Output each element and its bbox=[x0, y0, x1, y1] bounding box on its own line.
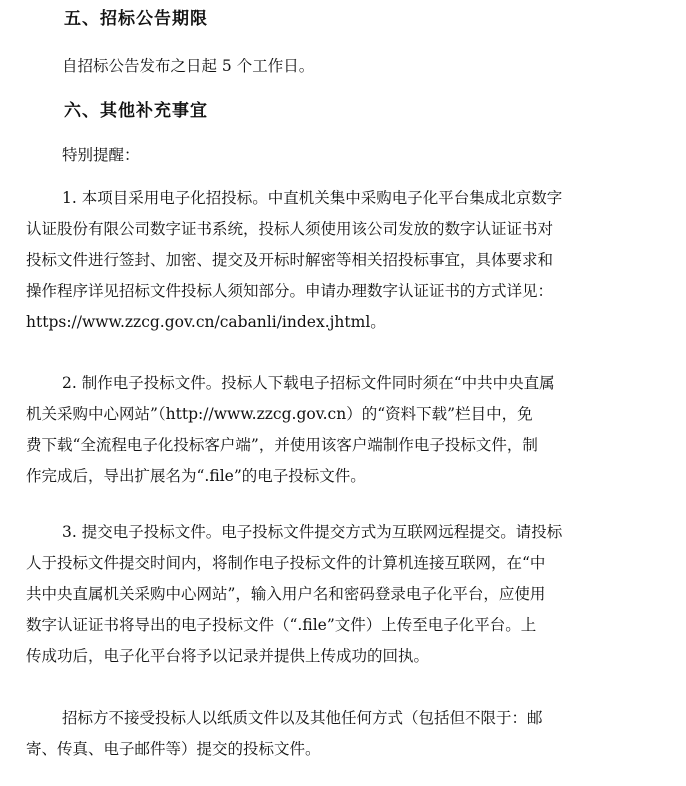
closing-line: 寄、传真、电子邮件等）提交的投标文件。 bbox=[26, 740, 321, 758]
section-5-text: 自招标公告发布之日起 5 个工作日。 bbox=[62, 57, 315, 75]
item-1-paragraph bbox=[26, 183, 670, 338]
item-2-line: 2. 制作电子投标文件。投标人下载电子招标文件同时须在“中共中央直属 bbox=[62, 374, 555, 392]
closing-paragraph bbox=[26, 703, 670, 765]
section-6-heading: 六、其他补充事宜 bbox=[64, 101, 208, 121]
item-3-paragraph bbox=[26, 517, 670, 672]
item-3-line: 共中央直属机关采购中心网站”，输入用户名和密码登录电子化平台，应使用 bbox=[26, 585, 546, 603]
item-1-line: https://www.zzcg.gov.cn/cabanli/index.jhtml。 bbox=[26, 313, 386, 331]
item-2-paragraph bbox=[26, 368, 670, 492]
item-3-line: 3. 提交电子投标文件。电子投标文件提交方式为互联网远程提交。请投标 bbox=[62, 523, 563, 541]
item-2-line: 机关采购中心网站”（http://www.zzcg.gov.cn）的“资料下载”栏目中，免 bbox=[26, 405, 533, 423]
item-3-line: 数字认证证书将导出的电子投标文件（“.file”文件）上传至电子化平台。上 bbox=[26, 616, 537, 634]
item-1-line: 投标文件进行签封、加密、提交及开标时解密等相关招投标事宜，具体要求和 bbox=[26, 251, 554, 269]
item-3-line: 传成功后，电子化平台将予以记录并提供上传成功的回执。 bbox=[26, 647, 430, 665]
item-3-line: 人于投标文件提交时间内，将制作电子投标文件的计算机连接互联网，在“中 bbox=[26, 554, 546, 572]
special-reminder-label: 特别提醒： bbox=[62, 146, 140, 164]
item-1-line: 认证股份有限公司数字证书系统，投标人须使用该公司发放的数字认证证书对 bbox=[26, 220, 554, 238]
closing-line: 招标方不接受投标人以纸质文件以及其他任何方式（包括但不限于：邮 bbox=[62, 709, 543, 727]
section-5-heading: 五、招标公告期限 bbox=[64, 9, 208, 29]
item-2-line: 作完成后，导出扩展名为“.file”的电子投标文件。 bbox=[26, 467, 366, 485]
item-1-line: 操作程序详见招标文件投标人须知部分。申请办理数字认证证书的方式详见： bbox=[26, 282, 554, 300]
item-1-line: 1. 本项目采用电子化招投标。中直机关集中采购电子化平台集成北京数字 bbox=[62, 189, 563, 207]
item-2-line: 费下载“全流程电子化投标客户端”，并使用该客户端制作电子投标文件，制 bbox=[26, 436, 538, 454]
